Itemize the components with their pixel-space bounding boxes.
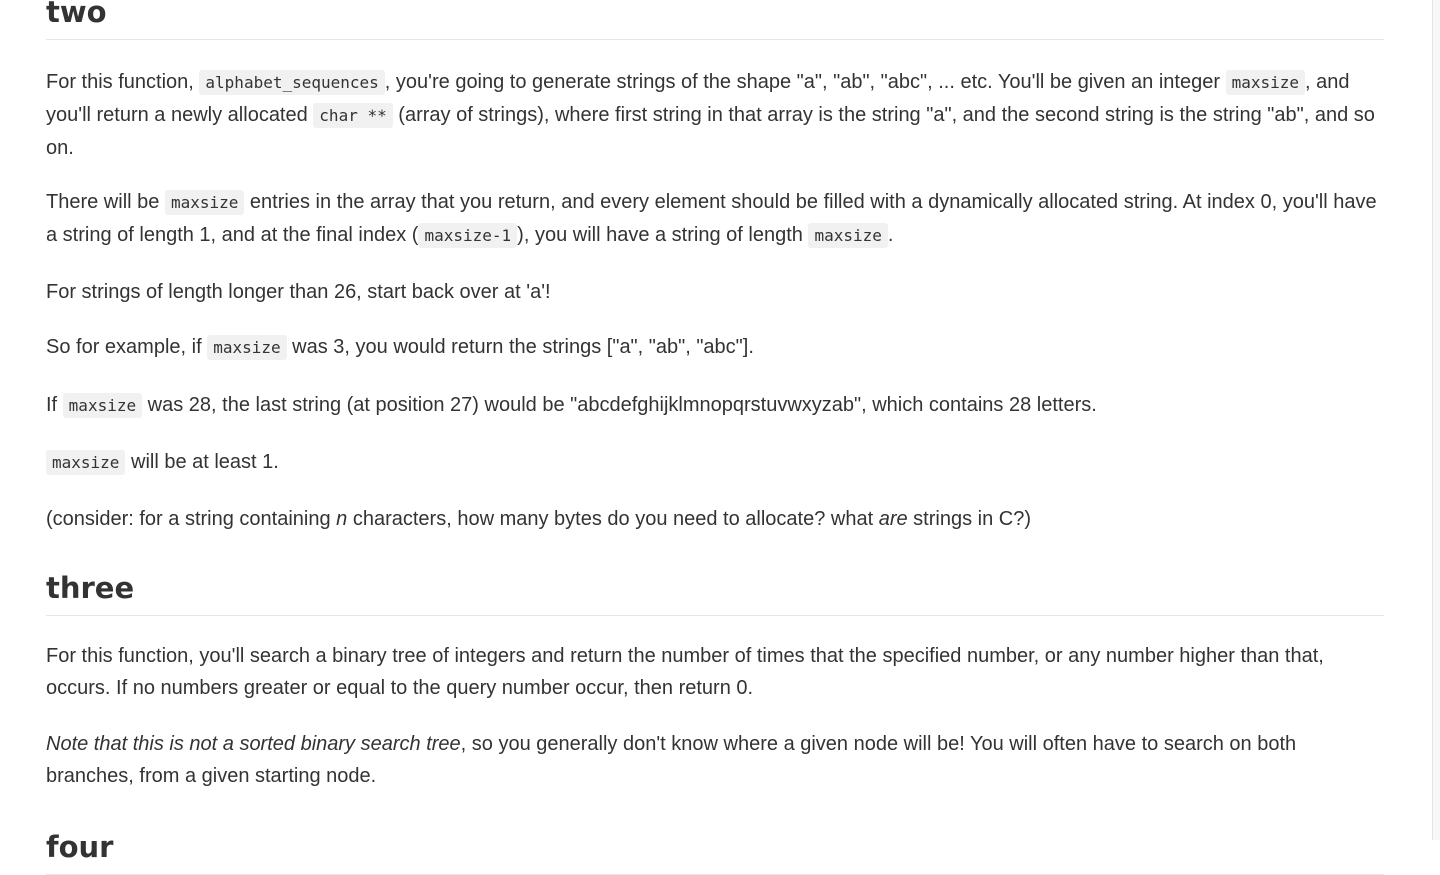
emphasis: n (336, 507, 348, 530)
paragraph-two-example-28 (46, 389, 1384, 422)
text: ), you will have a string of length (517, 223, 809, 246)
paragraph-two-entries (46, 186, 1384, 252)
text: For this function, (46, 70, 200, 93)
text: , and you'll return a newly allocated (46, 70, 1350, 126)
inline-code: maxsize (1226, 70, 1305, 95)
text: (consider: for a string containing (46, 507, 337, 530)
text: will be at least 1. (125, 450, 279, 473)
section-heading-four: four (46, 832, 1384, 875)
inline-code: maxsize (207, 335, 286, 360)
paragraph-two-example (46, 331, 1384, 364)
text: characters, how many bytes do you need to allocate? what (347, 507, 879, 530)
paragraph-two-intro (46, 66, 1384, 164)
text: , you're going to generate strings of the shape "a", "ab", "abc", ... etc. You'll be given an integer (384, 70, 1226, 93)
text: So for example, if (46, 335, 208, 358)
scrollbar[interactable] (1432, 0, 1440, 840)
emphasis: Note that this is not a sorted binary search tree (46, 732, 461, 755)
text: entries in the array that you return, and every element should be filled with a dynamically allocated string. At index 0, you'll have a string of length 1, and at the final index ( (46, 190, 1377, 246)
paragraph-three-note (46, 728, 1384, 792)
paragraph-three-intro: For this function, you'll search a binary tree of integers and return the number of times that the specified number, or any number higher than that, occurs. If no numbers greater or equal to the query number occur, then return 0. (46, 644, 1324, 699)
text: was 28, the last string (at position 27) would be "abcdefghijklmnopqrstuvwxyzab", which contains 28 letters. (142, 393, 1097, 416)
inline-code: maxsize (165, 190, 244, 215)
inline-code: maxsize-1 (418, 223, 517, 248)
inline-code: maxsize (63, 393, 142, 418)
inline-code: char ** (313, 103, 392, 128)
emphasis: are (878, 507, 908, 530)
text: There will be (46, 190, 165, 213)
text: was 3, you would return the strings ["a", "ab", "abc"]. (286, 335, 754, 358)
paragraph-two-minimum (46, 446, 1384, 479)
section-heading-three: three (46, 573, 1384, 616)
inline-code: alphabet_sequences (199, 70, 384, 95)
document-content (46, 0, 1384, 875)
text: . (887, 223, 894, 246)
inline-code: maxsize (46, 450, 125, 475)
text: , so you generally don't know where a given node will be! You will often have to search on both branches, from a given starting node. (46, 732, 1297, 787)
text: (array of strings), where first string in that array is the string "a", and the second string is the string "ab", and so on. (46, 103, 1375, 159)
paragraph-two-wrap: For strings of length longer than 26, start back over at 'a'! (46, 280, 551, 303)
section-heading-two: two (46, 0, 1384, 40)
inline-code: maxsize (808, 223, 887, 248)
text: strings in C?) (907, 507, 1031, 530)
paragraph-two-consider (46, 503, 1384, 535)
text: If (46, 393, 63, 416)
